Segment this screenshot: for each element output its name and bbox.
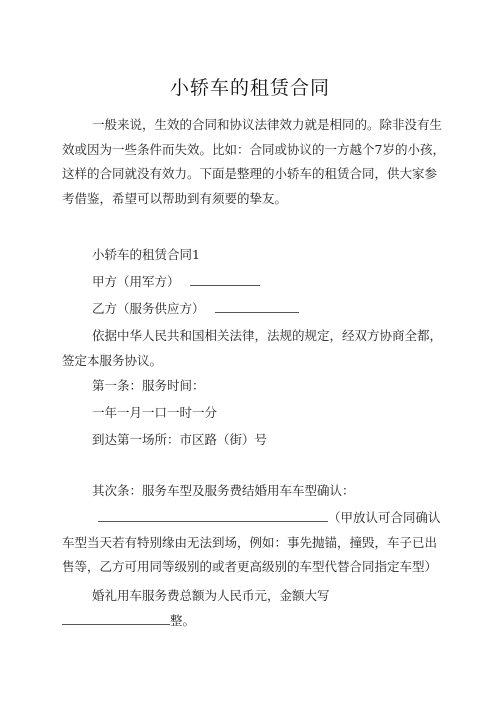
article1-title: 第一条：服务时间： (92, 378, 205, 393)
fee-amount-line (62, 612, 195, 630)
fee-amount-blank (62, 614, 170, 625)
article1-location: 到达第一场所：市区路（街）号 (92, 432, 268, 447)
document-title: 小轿车的租赁合同 (169, 77, 330, 99)
article2-note: （甲放认可合同确认车型当天若有特别缘由无法到场，例如：事先抛锚，撞毁，车子已出售等，乙方可用同等级别的或者更高级别的车型代替合同指定车型） (62, 510, 441, 574)
article2-title: 其次条：服务车型及服务费结婚用车车型确认： (92, 483, 355, 498)
party-b-label: 乙方（服务供应方） (92, 301, 205, 316)
party-b-line (92, 300, 299, 318)
intro-text: 一般来说，生效的合同和协议法律效力就是相同的。除非没有生效或因为一些条件而失效。比如：合同或协议的一方越个7岁的小孩，这样的合同就没有效力。下面是整理的小轿车的租赁合同，供大家参考借鉴，希望可以帮助到有须要的挚友。 (62, 117, 445, 206)
party-a-label: 甲方（用军方） (92, 274, 180, 289)
fee-line: 婚礼用车服务费总额为人民币元，金额大写 (92, 588, 330, 603)
article2-note-paragraph (62, 506, 442, 580)
intro-paragraph (62, 113, 446, 211)
party-b-blank (215, 302, 299, 313)
article2-blank (98, 511, 328, 522)
party-a-line (92, 273, 260, 291)
article1-time: 一年一月一口一时一分 (92, 405, 218, 420)
party-a-blank (190, 275, 260, 286)
contract-heading: 小轿车的租赁合同1 (92, 247, 200, 262)
preamble-paragraph: 依据中华人民共和国相关法律，法规的规定，经双方协商全都，签定本服务协议。 (62, 328, 443, 368)
fee-suffix: 整。 (170, 613, 196, 628)
